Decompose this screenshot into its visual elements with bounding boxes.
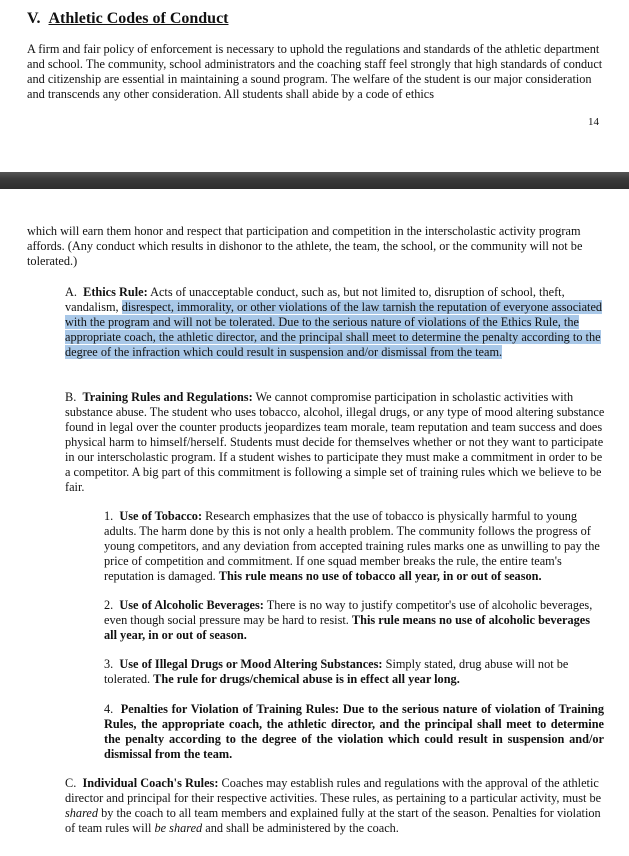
coach-title: Individual Coach's Rules: (82, 776, 219, 790)
rule-title: Use of Illegal Drugs or Mood Altering Substances: (119, 657, 383, 671)
training-marker: B. (65, 390, 77, 404)
section-heading (27, 10, 229, 28)
rule-tobacco (104, 509, 604, 584)
rule-penalties (104, 702, 604, 762)
ethics-rule-item (65, 285, 606, 360)
rule-title: Penalties for Violation of Training Rules: (120, 702, 340, 716)
rule-marker: 2. (104, 598, 114, 612)
coach-text-2: by the coach to all team members and explained fully at the start of the season. Penalties for violation of team rules will (65, 806, 601, 835)
rule-bold-tail: This rule means no use of tobacco all year, in or out of season. (218, 569, 542, 583)
rule-marker: 4. (104, 702, 114, 716)
training-rules-item (65, 390, 606, 495)
page-divider (0, 172, 629, 189)
ethics-title: Ethics Rule: (83, 285, 148, 299)
training-title: Training Rules and Regulations: (82, 390, 253, 404)
rule-bold-tail: Due to the serious nature of violation of Training Rules, the appropriate coach, the athletic director, and the principal shall meet to determine the penalty according to the degree of the violation which could result in suspension and/or dismissal from the team. (104, 702, 604, 761)
section-number: V. (27, 10, 41, 27)
coach-emphasis-2: be shared (154, 821, 203, 835)
rule-marker: 3. (104, 657, 114, 671)
rule-title: Use of Alcoholic Beverages: (119, 598, 264, 612)
ethics-highlight[interactable]: disrespect, immorality, or other violations of the law tarnish the reputation of everyone associated with the program and will not be tolerated. Due to the serious nature of violations of the Ethics Rule, the appropriate coach, the athletic director, and the principal shall meet to determine the penalty according to the degree of the infraction which could result in suspension and/or dismissal from the team. (65, 300, 603, 359)
coach-marker: C. (65, 776, 77, 790)
coach-text-1: Coaches may establish rules and regulations with the approval of the athletic director and principal for their respective activities. These rules, as pertaining to a particular activity, must be (65, 776, 602, 805)
ethics-text: Acts of unacceptable conduct, such as, but not limited to, disruption of school, theft, vandalism, (65, 285, 565, 314)
rule-title: Use of Tobacco: (119, 509, 203, 523)
rule-drugs (104, 657, 604, 687)
page-top (0, 0, 629, 172)
rule-alcohol (104, 598, 604, 643)
continuation-paragraph: which will earn them honor and respect that participation and competition in the interscholastic activity program affords. (Any conduct which results in dishonor to the athlete, the team, the school, or the community will not be tolerated.) (27, 224, 583, 268)
intro-paragraph: A firm and fair policy of enforcement is necessary to uphold the regulations and standards of the athletic department and school. The community, school administrators and the coaching staff feel strongly that high standards of conduct and citizenship are essential in maintaining a sound program. The welfare of the student is our major consideration and transcends any other consideration. All students shall abide by a code of ethics (27, 42, 603, 101)
coach-emphasis-1: shared (65, 806, 99, 820)
rule-marker: 1. (104, 509, 114, 523)
rule-bold-tail: This rule means no use of alcoholic beverages all year, in or out of season. (104, 613, 590, 642)
ethics-marker: A. (65, 285, 77, 299)
rule-text: Research emphasizes that the use of tobacco is physically harmful to young adults. The harm done by this is not only a health problem. The community follows the progress of young competitors, and any deviation from accepted training rules marks one as unwilling to pay the price of competition and commitment. If one squad member breaks the rule, the entire team's reputation is damaged. (104, 509, 600, 583)
section-title: Athletic Codes of Conduct (48, 10, 229, 27)
rule-text: Simply stated, drug abuse will not be tolerated. (104, 657, 569, 686)
coach-rules-item (65, 776, 606, 836)
rule-text: There is no way to justify competitor's use of alcoholic beverages, even though social pressure may be hard to resist. (104, 598, 593, 627)
coach-text-3: and shall be administered by the coach. (202, 821, 399, 835)
rule-bold-tail: The rule for drugs/chemical abuse is in effect all year long. (153, 672, 460, 686)
training-text: We cannot compromise participation in scholastic activities with substance abuse. The student who uses tobacco, alcohol, illegal drugs, or any type of mood altering substance found in legal over the counter products jeopardizes team morale, team reputation and team success and does physical harm to himself/herself. Students must decide for themselves whether or not they want to participate in our interscholastic program. If a student wishes to participate they must make a commitment in order to be a competitor. A big part of this commitment is following a simple set of training rules which we believe to be fair. (65, 390, 605, 494)
page-number: 14 (588, 116, 599, 128)
